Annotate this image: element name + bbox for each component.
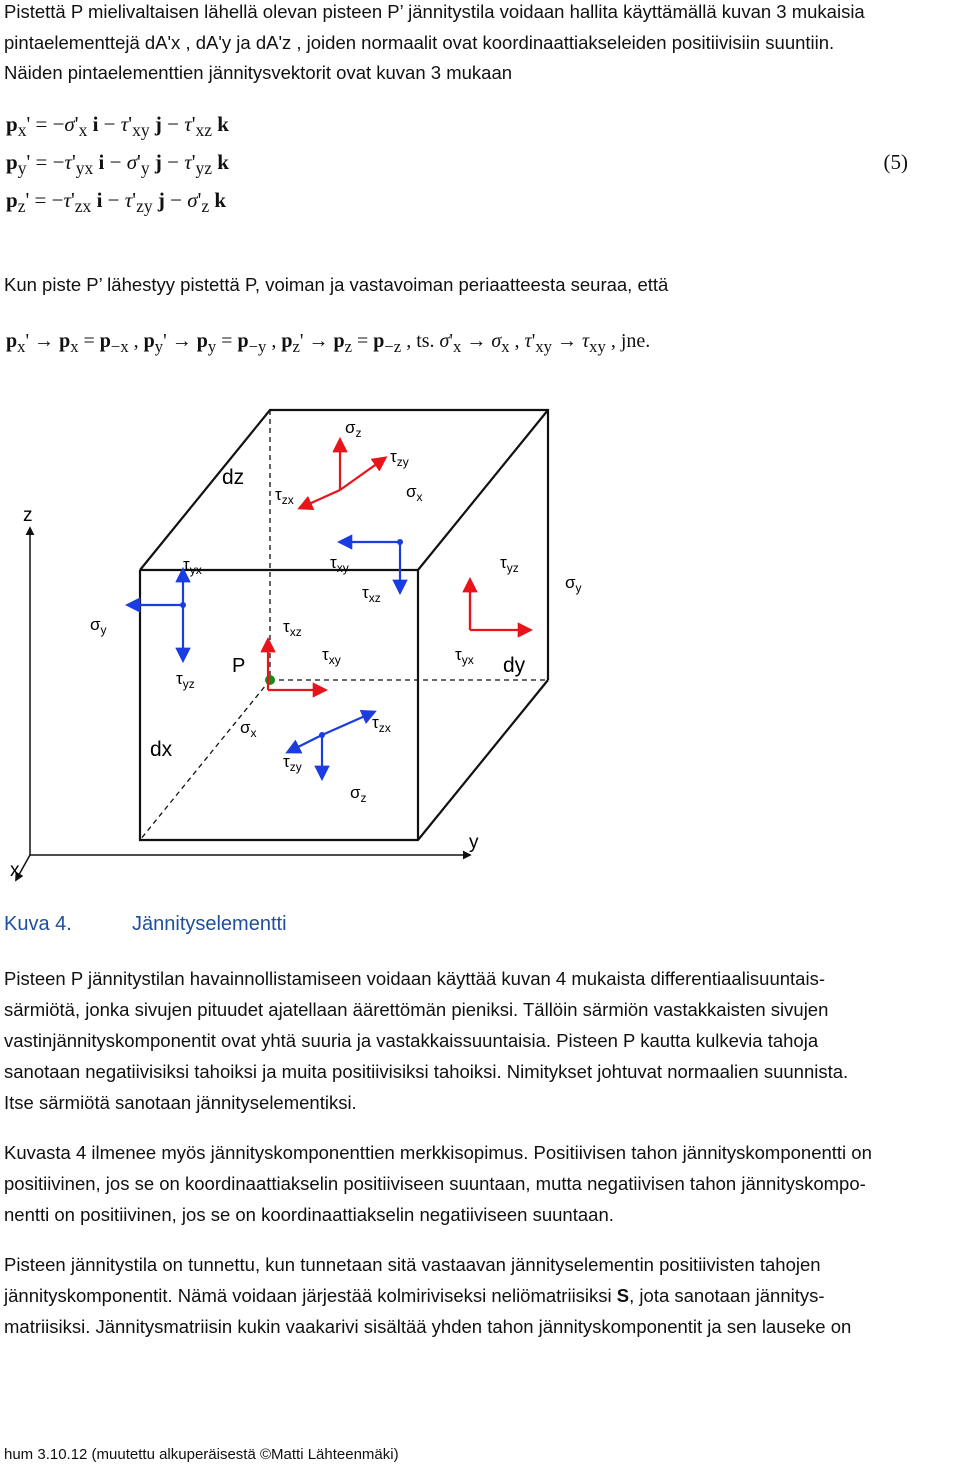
right-tau-yz: $\tau_{yz}$ — [500, 553, 519, 575]
limit-text: Kun piste P’ lähestyy pistettä P, voiman ja vastavoiman periaatteesta seuraa, että — [4, 274, 669, 295]
figure-caption-title: Jännityselementti — [132, 913, 287, 935]
intro-line-1: Pistettä P mielivaltaisen lähellä olevan pisteen P’ jännitystila voidaan hallita käyttämällä kuvan 3 mukaisia — [4, 1, 865, 22]
para3-line-3: matriisiksi. Jännitysmatriisin kukin vaakarivi sisältää yhden tahon jännityskomponentit ja sen lauseke on — [4, 1316, 852, 1337]
back-tau-xy: $\tau_{xy}$ — [330, 553, 349, 575]
bottom-tau-zx: $\tau_{zx}$ — [372, 713, 391, 735]
axis-label-x: x — [10, 860, 20, 881]
figure-caption-label: Kuva 4. — [4, 913, 72, 935]
dim-dy: dy — [503, 654, 526, 677]
front-face-arrows — [268, 640, 325, 690]
left-face-arrows — [128, 570, 183, 660]
equation-row-2: $p_y' = -\tau'_{yx}$ $i - \sigma'_y$ $j - \tau'_{yz}$ k — [6, 150, 229, 179]
left-tau-yz: $\tau_{yz}$ — [176, 669, 195, 691]
cube-edges — [140, 410, 548, 840]
top-tau-zy: $\tau_{zy}$ — [390, 447, 409, 469]
hidden-edges — [140, 410, 548, 840]
intro-line-3: Näiden pintaelementtien jännitysvektorit ovat kuvan 3 mukaan — [4, 62, 513, 83]
front-tau-xz: $\tau_{xz}$ — [283, 617, 302, 639]
back-tau-xz: $\tau_{xz}$ — [362, 583, 381, 605]
para2-line-3: nentti on positiivinen, jos se on koordinaattiakselin negatiiviseen suuntaan. — [4, 1204, 614, 1225]
para2-line-1: Kuvasta 4 ilmenee myös jännityskomponenttien merkkisopimus. Positiivisen tahon jännityskomponentti on — [4, 1142, 872, 1163]
right-face-arrows — [470, 580, 530, 630]
dim-dx: dx — [150, 738, 173, 761]
top-face-arrows — [300, 440, 385, 508]
para3-line-2c: , jota sanotaan jännitys- — [629, 1285, 825, 1306]
right-tau-yx: $\tau_{yx}$ — [455, 645, 474, 667]
para1-line-4: sanotaan negatiivisiksi tahoiksi ja muita positiivisiksi tahoiksi. Nimitykset johtuvat normaalien suunnista. — [4, 1061, 849, 1082]
para2-line-2: positiivinen, jos se on koordinaattiakselin positiiviseen suuntaan, mutta negatiivisen tahon jännityskompo- — [4, 1173, 866, 1194]
equation-row-3: $p_z' = -\tau'_{zx}$ $i - \tau'_{zy}$ $j - \sigma'_z$ k — [6, 188, 227, 217]
point-p-label: P — [232, 655, 246, 677]
axis-label-z: z — [23, 505, 33, 526]
axes — [16, 528, 470, 880]
top-sigma-z: $\sigma_z$ — [345, 418, 362, 440]
left-sigma-y: $\sigma_y$ — [90, 615, 107, 637]
para1-line-1: Pisteen P jännitystilan havainnollistamiseen voidaan käyttää kuvan 4 mukaista differentiaalisuuntais- — [4, 968, 825, 989]
point-p — [265, 675, 275, 685]
intro-line-2: pintaelementtejä dA'x , dA'y ja dA'z , joiden normaalit ovat koordinaattiakseleiden positiivisiin suuntiin. — [4, 32, 835, 53]
back-face-arrows — [340, 542, 400, 592]
dim-dz: dz — [222, 466, 245, 489]
limit-formula: $p_x' \to p_x = p_{-x}$ , $p_y' \to p_y = p_{-y}$ , $p_z' \to p_z = p_{-z}$ , ts. $\sigma'_x \to \sigma_x$ , $\tau'_{xy} \to \tau_{xy}$ , jne. — [6, 330, 651, 356]
axis-label-y: y — [469, 832, 479, 853]
left-tau-yx: $\tau_{yx}$ — [183, 555, 202, 577]
footer: hum 3.10.12 (muutettu alkuperäisestä ©Matti Lähteenmäki) — [4, 1446, 399, 1463]
front-tau-xy: $\tau_{xy}$ — [322, 645, 341, 667]
para1-line-2: särmiötä, jonka sivujen pituudet ajatellaan äärettömän pieniksi. Tällöin särmiön vastakkaisten sivujen — [4, 999, 829, 1020]
matrix-symbol: S — [616, 1285, 630, 1306]
bottom-sigma-x: $\sigma_x$ — [240, 718, 257, 740]
bottom-tau-zy: $\tau_{zy}$ — [283, 752, 302, 774]
equation-number: (5) — [883, 150, 908, 174]
top-tau-zx: $\tau_{zx}$ — [275, 485, 294, 507]
para3-line-2 — [4, 1280, 960, 1312]
para3-line-1: Pisteen jännitystila on tunnettu, kun tunnetaan sitä vastaavan jännityselementin positiivisten tahojen — [4, 1254, 821, 1275]
para1-line-3: vastinjännityskomponentit ovat yhtä suuria ja vastakkaissuuntaisia. Pisteen P kautta kulkevia tahoja — [4, 1030, 819, 1051]
stress-element-figure — [0, 395, 960, 895]
para3-line-2a: jännityskomponentit. Nämä voidaan järjestää kolmiriviseksi neliömatriisiksi — [4, 1285, 617, 1306]
top-sigma-x: $\sigma_x$ — [406, 482, 423, 504]
para1-line-5: Itse särmiötä sanotaan jännityselementiksi. — [4, 1092, 357, 1113]
bottom-sigma-z: $\sigma_z$ — [350, 783, 367, 805]
right-sigma-y: $\sigma_y$ — [565, 573, 582, 595]
equation-row-1: $p_x' = -\sigma'_x$ $i - \tau'_{xy}$ $j - \tau'_{xz}$ k — [6, 112, 229, 141]
